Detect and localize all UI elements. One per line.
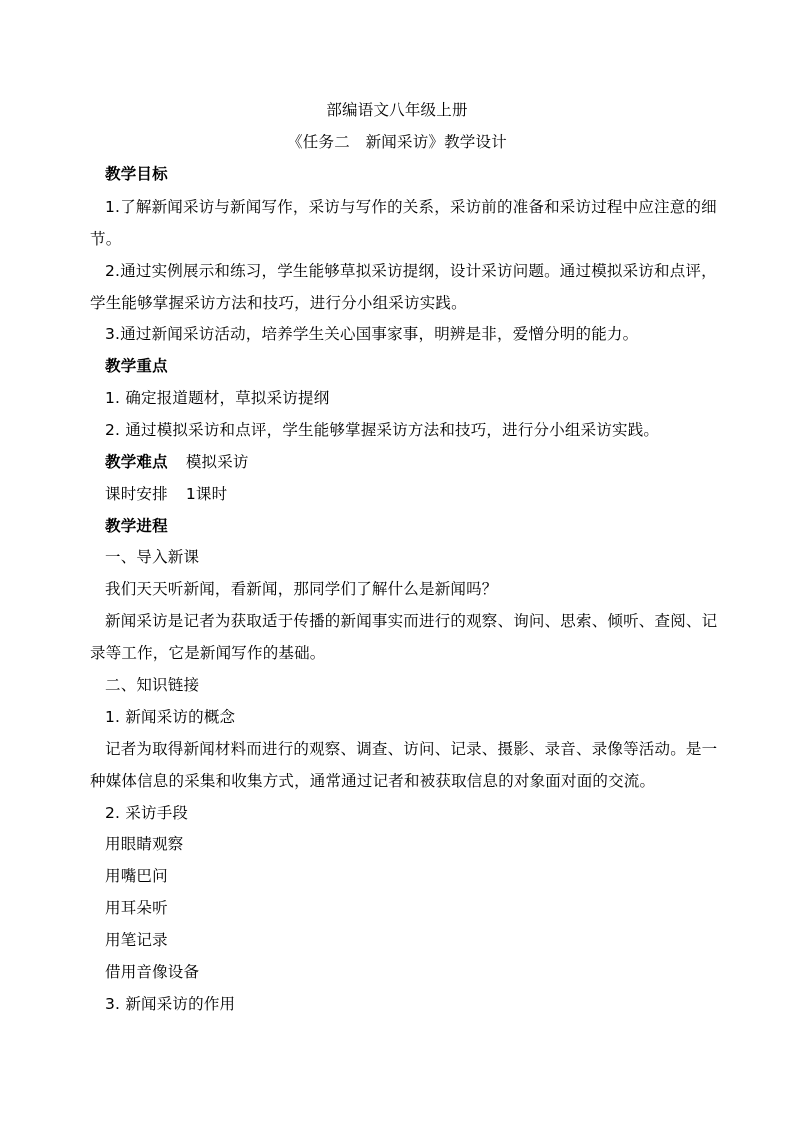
means-item: 用嘴巴问	[105, 867, 168, 885]
section-2-heading: 二、知识链接	[105, 676, 200, 694]
key-point-1: 1. 确定报道题材，草拟采访提纲	[105, 389, 330, 407]
means-item: 用笔记录	[105, 931, 168, 949]
schedule-row	[105, 483, 227, 505]
key-point-2: 2. 通过模拟采访和点评，学生能够掌握采访方法和技巧，进行分小组采访实践。	[105, 421, 660, 439]
objective-2-line-1: 2.通过实例展示和练习，学生能够草拟采访提纲，设计采访问题。通过模拟采访和点评，	[105, 262, 717, 280]
subsection-1-paragraph-line-2: 种媒体信息的采集和收集方式，通常通过记者和被获取信息的对象面对面的交流。	[90, 772, 656, 790]
schedule-label: 课时安排	[105, 485, 168, 503]
section-1-paragraph-1: 我们天天听新闻，看新闻，那同学们了解什么是新闻吗？	[105, 580, 498, 598]
subsection-1-paragraph-line-1: 记者为取得新闻材料而进行的观察、调查、访问、记录、摄影、录音、录像等活动。是一	[105, 740, 718, 758]
section-1-heading: 一、导入新课	[105, 548, 200, 566]
subsection-1-heading: 1. 新闻采访的概念	[105, 708, 236, 726]
section-1-paragraph-2-line-1: 新闻采访是记者为获取适于传播的新闻事实而进行的观察、询问、思索、倾听、查阅、记	[105, 612, 718, 630]
objective-3: 3.通过新闻采访活动，培养学生关心国事家事，明辨是非，爱憎分明的能力。	[105, 325, 639, 343]
subsection-3-heading: 3. 新闻采访的作用	[105, 995, 236, 1013]
difficulty-label: 教学难点	[105, 453, 168, 471]
objective-1-line-2: 节。	[90, 230, 122, 248]
means-item: 用耳朵听	[105, 899, 168, 917]
section-1-paragraph-2-line-2: 录等工作，它是新闻写作的基础。	[90, 644, 326, 662]
document-subtitle: 《任务二 新闻采访》教学设计	[287, 133, 507, 151]
means-item: 借用音像设备	[105, 963, 200, 981]
process-heading: 教学进程	[105, 517, 168, 535]
objectives-heading: 教学目标	[105, 165, 168, 183]
subsection-2-heading: 2. 采访手段	[105, 804, 189, 822]
difficulty-value: 模拟采访	[185, 453, 249, 471]
key-points-heading: 教学重点	[105, 357, 168, 375]
objective-1-line-1: 1.了解新闻采访与新闻写作，采访与写作的关系，采访前的准备和采访过程中应注意的细	[105, 198, 717, 216]
difficulty-row	[105, 451, 249, 473]
schedule-value: 1课时	[185, 485, 228, 503]
objective-2-line-2: 学生能够掌握采访方法和技巧，进行分小组采访实践。	[90, 294, 467, 312]
means-item: 用眼睛观察	[105, 835, 184, 853]
document-title: 部编语文八年级上册	[326, 101, 468, 119]
